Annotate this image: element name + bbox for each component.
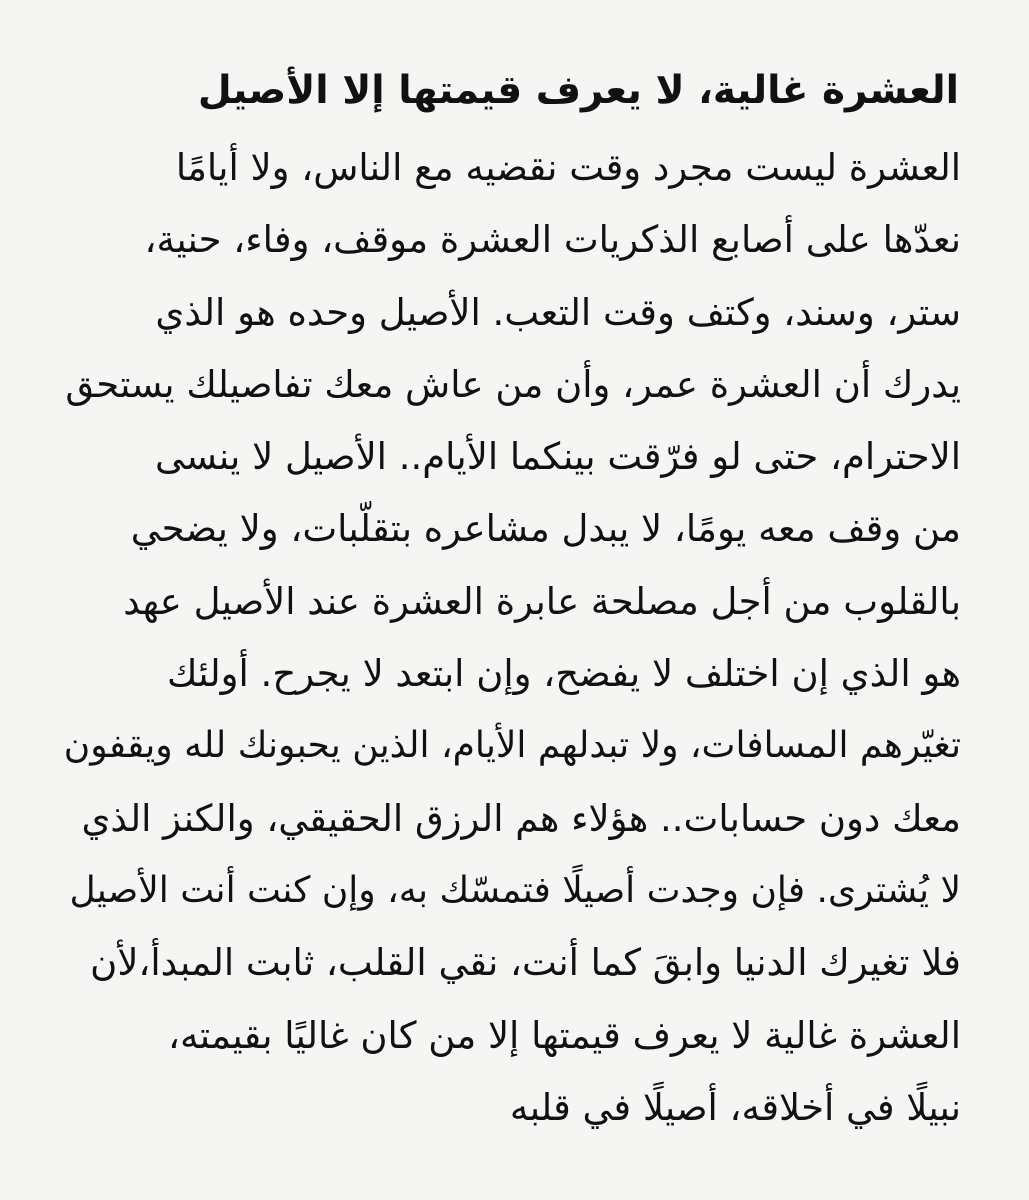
text-line-10: معك دون حسابات.. هؤلاء هم الرزق الحقيقي، والكنز الذي	[81, 796, 961, 840]
text-line-13: العشرة غالية لا يعرف قيمتها إلا من كان غاليًا بقيمته،	[168, 1013, 961, 1057]
document-body	[61, 62, 961, 1144]
text-line-12: فلا تغيرك الدنيا وابقَ كما أنت، نقي القلب، ثابت المبدأ،لأن	[90, 941, 961, 985]
text-line-9: تغيّرهم المسافات، ولا تبدلهم الأيام، الذين يحبونك لله ويقفون	[63, 725, 961, 767]
text-line-2: نعدّها على أصابع الذكريات العشرة موقف، وفاء، حنية،	[144, 218, 961, 262]
text-line-4: يدرك أن العشرة عمر، وأن من عاش معك تفاصيلك يستحق	[65, 362, 961, 406]
text-line-14: نبيلًا في أخلاقه، أصيلًا في قلبه	[509, 1085, 961, 1129]
text-line-5: الاحترام، حتى لو فرّقت بينكما الأيام.. الأصيل لا ينسى	[155, 435, 961, 479]
text-line-11: لا يُشترى. فإن وجدت أصيلًا فتمسّك به، وإن كنت أنت الأصيل	[69, 869, 961, 911]
text-line-7: بالقلوب من أجل مصلحة عابرة العشرة عند الأصيل عهد	[123, 579, 961, 623]
document-title: العشرة غالية، لا يعرف قيمتها إلا الأصيل	[197, 68, 959, 113]
text-line-8: هو الذي إن اختلف لا يفضح، وإن ابتعد لا يجرح. أولئك	[167, 652, 961, 696]
text-line-3: ستر، وسند، وكتف وقت التعب. الأصيل وحده هو الذي	[155, 290, 961, 334]
text-line-6: من وقف معه يومًا، لا يبدل مشاعره بتقلّبات، ولا يضحي	[130, 507, 961, 551]
text-line-1: العشرة ليست مجرد وقت نقضيه مع الناس، ولا أيامًا	[175, 146, 961, 189]
